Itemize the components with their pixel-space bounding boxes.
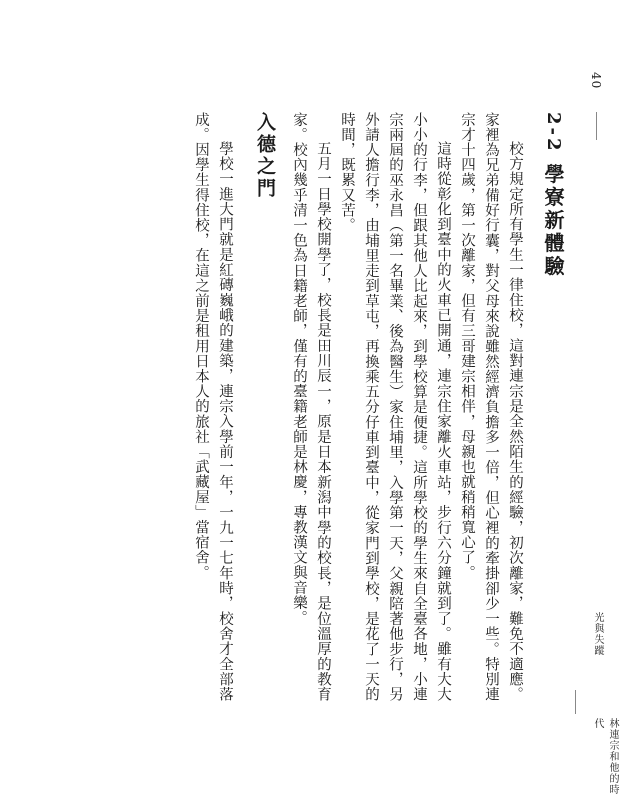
section-title: 學寮新體驗 (541, 163, 565, 279)
page-number-rule (596, 112, 597, 140)
page-body (189, 112, 565, 702)
paragraph-3: 五月一日學校開學了，校長是田川辰一，原是日本新潟中學的校長，是位溫厚的教育家。校內幾乎清一色為日籍老師，僅有的臺籍老師是林慶，專教漢文與音樂。 (291, 112, 331, 702)
page-number: 40 (589, 72, 603, 90)
paragraph-2: 這時從彰化到臺中的火車已開通，連宗住家離火車站，步行六分鐘就到了。雖有大大小小的行李，但跟其他人比起來，到學校算是便捷。這所學校的學生來自全臺各地，小連宗兩屆的巫永昌（第一名畢業、後為醫生）家住埔里，入學第一天，父親陪著他步行，另外請人擔行李，由埔里走到草屯，再換乘五分仔車到臺中，從家門到學校，是花了一天的時間，既累又苦。 (339, 112, 451, 702)
section-heading (541, 112, 565, 702)
running-header-series: 光與失蹤 (592, 612, 603, 656)
subheading: 入德之門 (254, 112, 276, 200)
section-number: 2-2 (543, 112, 564, 154)
running-header-rule (575, 690, 576, 714)
paragraph-4: 學校一進大門就是紅磚巍峨的建築，連宗入學前一年，一九一七年時，校舍才全部落成。因學生得住校，在這之前是租用日本人的旅社「武藏屋」當宿舍。 (193, 112, 233, 702)
running-header-book-title: 林連宗和他的時代 (592, 718, 618, 795)
paragraph-1: 校方規定所有學生一律住校，這對連宗是全然陌生的經驗，初次離家，難免不適應。家裡為兄弟備好行囊，對父母來說雖然經濟負擔多一倍，但心裡的牽掛卻少一些。特別連宗才十四歲，第一次離家，但有三哥建宗相伴，母親也就稍稍寬心了。 (459, 112, 523, 702)
